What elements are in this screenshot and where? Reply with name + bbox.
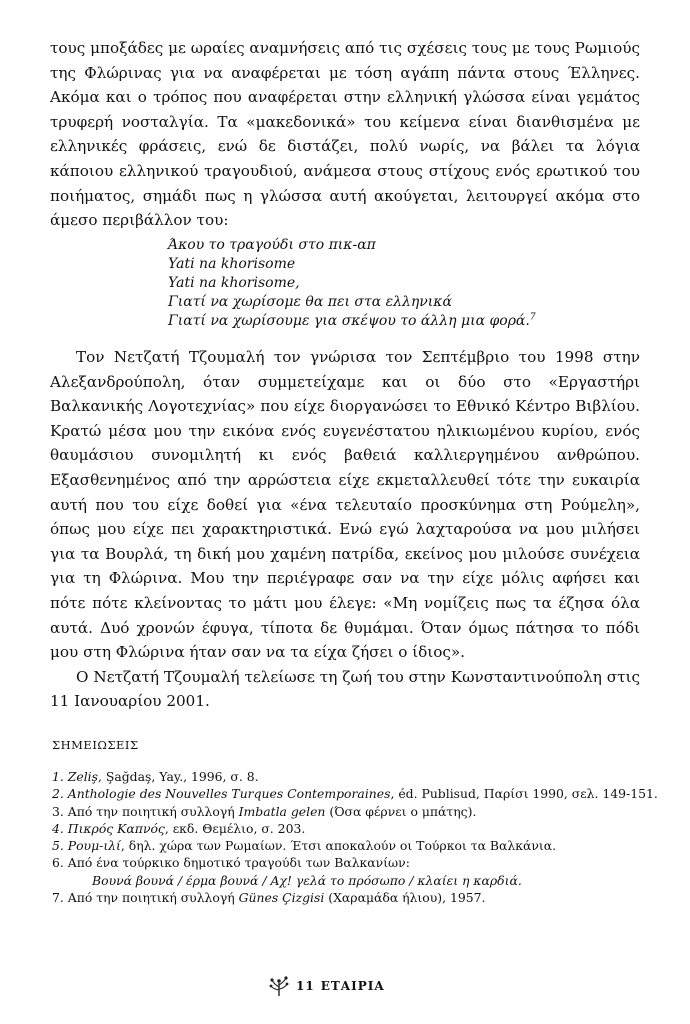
note-text: 3. Από την ποιητική συλλογή <box>52 803 239 819</box>
note-text: (Χαραμάδα ήλιου), 1957. <box>324 890 486 906</box>
poem-line: Yati na khorisome, <box>168 275 300 291</box>
notes-heading: ΣΗΜΕΙΩΣΕΙΣ <box>52 738 139 752</box>
note-title: Günes Çizgisi <box>238 890 325 906</box>
poem-line: Άκου το τραγούδι στο πικ-απ <box>168 237 376 253</box>
note-title: Imbatla gelen <box>238 803 326 819</box>
footnote-5 <box>52 837 632 854</box>
footnote-1 <box>52 768 632 785</box>
note-title: 4. Πικρός Καπνός <box>52 820 165 836</box>
main-text-part2 <box>50 345 640 714</box>
poem-line-last: Γιατί να χωρίσουμε για σκέψου το άλλη μια φορά.$^7$ <box>168 312 536 329</box>
note-text: (Όσα φέρνει ο μπάτης). <box>325 803 477 819</box>
footnote-6-verse: Βουνά βουνά / έρμα βουνά / Αχ! γελά το πρόσωπο / κλαίει η καρδιά. <box>92 872 522 888</box>
note-text: , Şağdaş, Yay., 1996, σ. 8. <box>98 769 259 784</box>
journal-name: ΕΤΑΙΡΙΑ <box>320 979 385 993</box>
footnote-4 <box>52 820 632 837</box>
poem-quote <box>168 236 536 331</box>
poem-line: Yati na khorisome <box>168 256 296 272</box>
tree-branch-emblem-icon <box>268 975 290 997</box>
poem-line: Γιατί να χωρίσουμε για σκέψου το άλλη μια φορά <box>168 313 526 329</box>
note-title: 5. Ρουμ-ιλί <box>52 838 121 854</box>
note-title: 1. Zeliş <box>52 769 98 784</box>
main-text-part1 <box>50 36 640 233</box>
footnotes-list <box>52 768 658 906</box>
paragraph-3: Ο Νετζατή Τζουμαλή τελείωσε τη ζωή του στην Κωνσταντινούπολη στις 11 Ιανουαρίου 2001. <box>50 667 640 711</box>
note-text: 7. Από την ποιητική συλλογή <box>52 890 239 906</box>
footnote-3 <box>52 803 632 820</box>
footnote-ref[interactable]: 7 <box>529 312 536 323</box>
footnote-2 <box>52 785 658 802</box>
note-title: 2. Anthologie des Nouvelles Turques Contemporaines <box>52 786 391 802</box>
footnote-7 <box>52 889 632 906</box>
paragraph-1: τους μποξάδες με ωραίες αναμνήσεις από τις σχέσεις τους με τους Ρωμιούς της Φλώρινας για να αναφέρεται με τόση αγάπη πάντα στους Έλληνες. Ακόμα και ο τρόπος που αναφέρεται στην ελληνική γλώσσα είναι γεμάτος τρυφερή νοσταλγία. Τα «μακεδονικά» του κείμενα είναι διανθισμένα με ελληνικές φράσεις, ενώ δε διστάζει, πολύ νωρίς, να βάλει τα λόγια κάποιου ελληνικού τραγουδιού, ανάμεσα στους στίχους ενός ερωτικού του ποιήματος, σημάδι πως η γλώσσα αυτή ακούγεται, λειτουργεί ακόμα στο άμεσο περιβάλλον του: <box>50 39 640 230</box>
footnote-6: 6. Από ένα τούρκικο δημοτικό τραγούδι των Βαλκανίων: <box>52 855 410 871</box>
page-footer <box>268 975 385 997</box>
note-text: , εκδ. Θεμέλιο, σ. 203. <box>164 820 306 836</box>
paragraph-2: Τον Νετζατή Τζουμαλή τον γνώρισα τον Σεπτέμβριο του 1998 στην Αλεξανδρούπολη, όταν συμμετείχαμε και οι δύο στο «Εργαστήρι Βαλκανικής Λογοτεχνίας» που είχε διοργανώσει το Εθνικό Κέντρο Βιβλίου. Κρατώ μέσα μου την εικόνα ενός ευγενέστατου ηλικιωμένου κυρίου, ενός θαυμάσιου συνομιλητή κι ενός βαθειά καλλιεργημένου ανθρώπου. Εξασθενημένος από την αρρώστεια είχε εκμεταλλευθεί τότε την ευκαιρία αυτή που του είχε δοθεί για «ένα τελευταίο προσκύνημα στη Ρούμελη», όπως μου είχε πει χαρακτηριστικά. Ενώ εγώ λαχταρούσα να μου μιλήσει για τα Βουρλά, τη δική μου χαμένη πατρίδα, εκείνος μου μιλούσε συνέχεια για τη Φλώρινα. Μου την περιέγραφε σαν να την είχε μόλις αφήσει και πότε πότε κλείνοντας το μάτι μου έλεγε: «Μη νομίζεις πως τα έζησα όλα αυτά. Δυό χρονών έφυγα, τίποτα δε θυμάμαι. Όταν όμως πάτησα το πόδι μου στη Φλώρινα ήταν σαν να τα είχα ζήσει ο ίδιος». <box>50 348 640 662</box>
poem-line: Γιατί να χωρίσομε θα πει στα ελληνικά <box>168 294 452 310</box>
note-text: , δηλ. χώρα των Ρωμαίων. Έτσι αποκαλούν οι Τούρκοι τα Βαλκάνια. <box>120 838 557 854</box>
page-number: 11 <box>296 979 315 993</box>
note-text: , éd. Publisud, Παρίσι 1990, σελ. 149-151. <box>390 786 658 802</box>
